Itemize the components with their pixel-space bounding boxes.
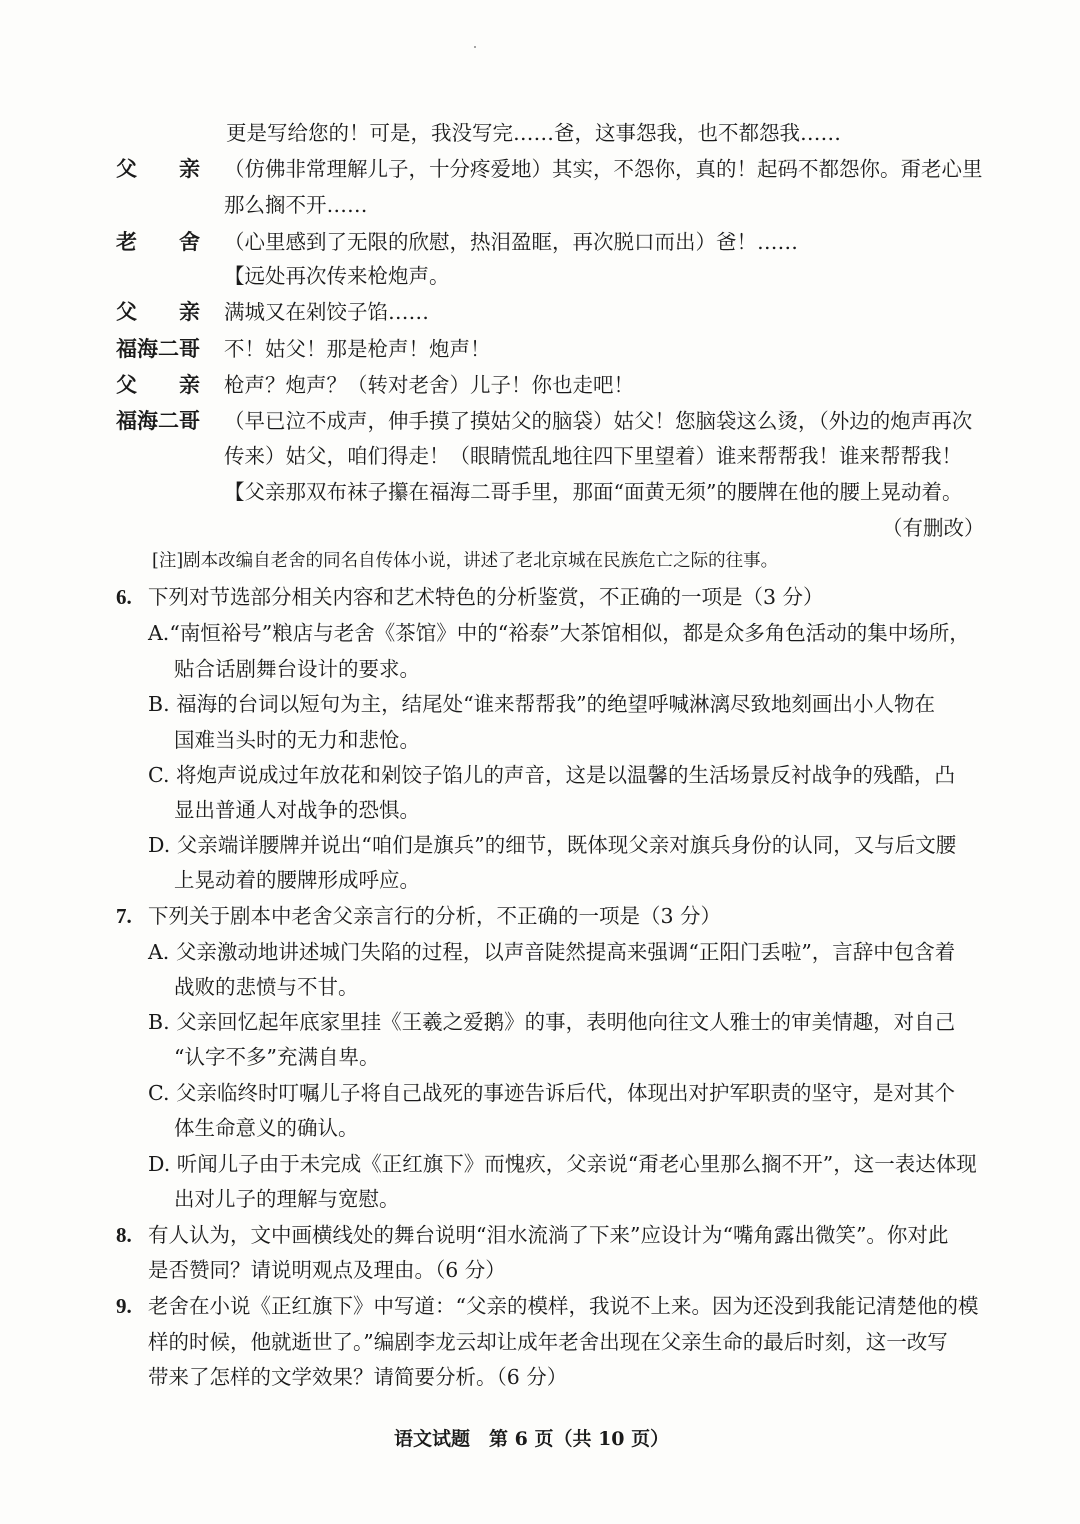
question-7-option-a: A. 父亲激动地讲述城门失陷的过程，以声音陡然提高来强调“正阳门丢啦”，言辞中包含着 (148, 940, 956, 964)
question-7-option-b: B. 父亲回忆起年底家里挂《王羲之爱鹅》的事，表明他向往文人雅士的审美情趣，对自己 (148, 1010, 956, 1034)
question-7-option-a-cont: 战败的悲愤与不甘。 (174, 975, 359, 999)
question-6-option-a-cont: 贴合话剧舞台设计的要求。 (174, 657, 420, 681)
question-6-option-d-cont: 上晃动着的腰牌形成呼应。 (174, 868, 420, 892)
question-9-line-1: 老舍在小说《正红旗下》中写道：“父亲的模样，我说不上来。因为还没到我能记清楚他的模 (148, 1294, 979, 1318)
question-8-line-1: 有人认为，文中画横线处的舞台说明“泪水流淌了下来”应设计为“嘴角露出微笑”。你对此 (148, 1223, 949, 1247)
stage-direction-2: 【父亲那双布袜子攥在福海二哥手里，那面“面黄无须”的腰牌在他的腰上晃动着。 (224, 480, 963, 504)
question-6-option-b: B. 福海的台词以短句为主，结尾处“谁来帮帮我”的绝望呼喊淋漓尽致地刻画出小人物在 (148, 692, 936, 716)
question-6-option-c: C. 将炮声说成过年放花和剁饺子馅儿的声音，这是以温馨的生活场景反衬战争的残酷，凸 (148, 763, 955, 787)
question-6-stem: 下列对节选部分相关内容和艺术特色的分析鉴赏，不正确的一项是（3 分） (148, 585, 824, 609)
question-8-number: 8. (116, 1223, 132, 1247)
question-6-option-b-cont: 国难当头时的无力和悲怆。 (174, 728, 420, 752)
question-7-option-b-cont: “认字不多”充满自卑。 (174, 1045, 380, 1069)
question-6-number: 6. (116, 585, 132, 609)
question-6-option-d: D. 父亲端详腰牌并说出“咱们是旗兵”的细节，既体现父亲对旗兵身份的认同，又与后文腰 (148, 833, 957, 857)
question-8-line-2: 是否赞同？请说明观点及理由。（6 分） (148, 1258, 506, 1282)
fuhai-line-1: 不！姑父！那是枪声！炮声！ (224, 337, 491, 361)
father-line-3: 满城又在剁饺子馅…… (224, 300, 429, 324)
question-9-line-3: 带来了怎样的文学效果？请简要分析。（6 分） (148, 1365, 568, 1389)
speaker-father: 父 亲 (116, 157, 200, 181)
fuhai-line-2: （早已泣不成声，伸手摸了摸姑父的脑袋）姑父！您脑袋这么烫，（外边的炮声再次 (224, 409, 973, 433)
question-7-number: 7. (116, 904, 132, 928)
stage-direction-1: 【远处再次传来枪炮声。 (224, 264, 450, 288)
speaker-fuhai: 福海二哥 (116, 337, 200, 361)
question-7-stem: 下列关于剧本中老舍父亲言行的分析，不正确的一项是（3 分） (148, 904, 722, 928)
father-line-4: 枪声？炮声？（转对老舍）儿子！你也走吧！ (224, 373, 634, 397)
speaker-father: 父 亲 (116, 373, 200, 397)
question-9-number: 9. (116, 1294, 132, 1318)
father-line-1: （仿佛非常理解儿子，十分疼爱地）其实，不怨你，真的！起码不都怨你。甭老心里 (224, 157, 983, 181)
question-7-option-d: D. 听闻儿子由于未完成《正红旗下》而愧疚，父亲说“甭老心里那么搁不开”，这一表达体现 (148, 1152, 977, 1176)
laoshe-line: （心里感到了无限的欣慰，热泪盈眶，再次脱口而出）爸！…… (224, 230, 798, 254)
dialogue-intro-line: 更是写给您的！可是，我没写完……爸，这事怨我，也不都怨我…… (226, 121, 841, 145)
page-footer: 语文试题 第 6 页（共 10 页） (394, 1428, 670, 1450)
footnote: [注]剧本改编自老舍的同名自传体小说，讲述了老北京城在民族危亡之际的往事。 (152, 551, 779, 571)
father-line-2: 那么搁不开…… (224, 193, 368, 217)
question-6-option-c-cont: 显出普通人对战争的恐惧。 (174, 798, 420, 822)
question-9-line-2: 样的时候，他就逝世了。”编剧李龙云却让成年老舍出现在父亲生命的最后时刻，这一改写 (148, 1330, 948, 1354)
question-7-option-c-cont: 体生命意义的确认。 (174, 1116, 359, 1140)
question-6-option-a: A.“南恒裕号”粮店与老舍《茶馆》中的“裕泰”大茶馆相似，都是众多角色活动的集中场所， (148, 621, 970, 645)
scan-speck (474, 46, 476, 48)
speaker-fuhai: 福海二哥 (116, 409, 200, 433)
speaker-laoshe: 老 舍 (116, 230, 200, 254)
question-7-option-d-cont: 出对儿子的理解与宽慰。 (174, 1187, 400, 1211)
speaker-father: 父 亲 (116, 300, 200, 324)
edited-mark: （有删改） (882, 516, 985, 540)
question-7-option-c: C. 父亲临终时叮嘱儿子将自己战死的事迹告诉后代，体现出对护军职责的坚守，是对其个 (148, 1081, 955, 1105)
fuhai-line-3: 传来）姑父，咱们得走！（眼睛慌乱地往四下里望着）谁来帮帮我！谁来帮帮我！ (224, 444, 962, 468)
